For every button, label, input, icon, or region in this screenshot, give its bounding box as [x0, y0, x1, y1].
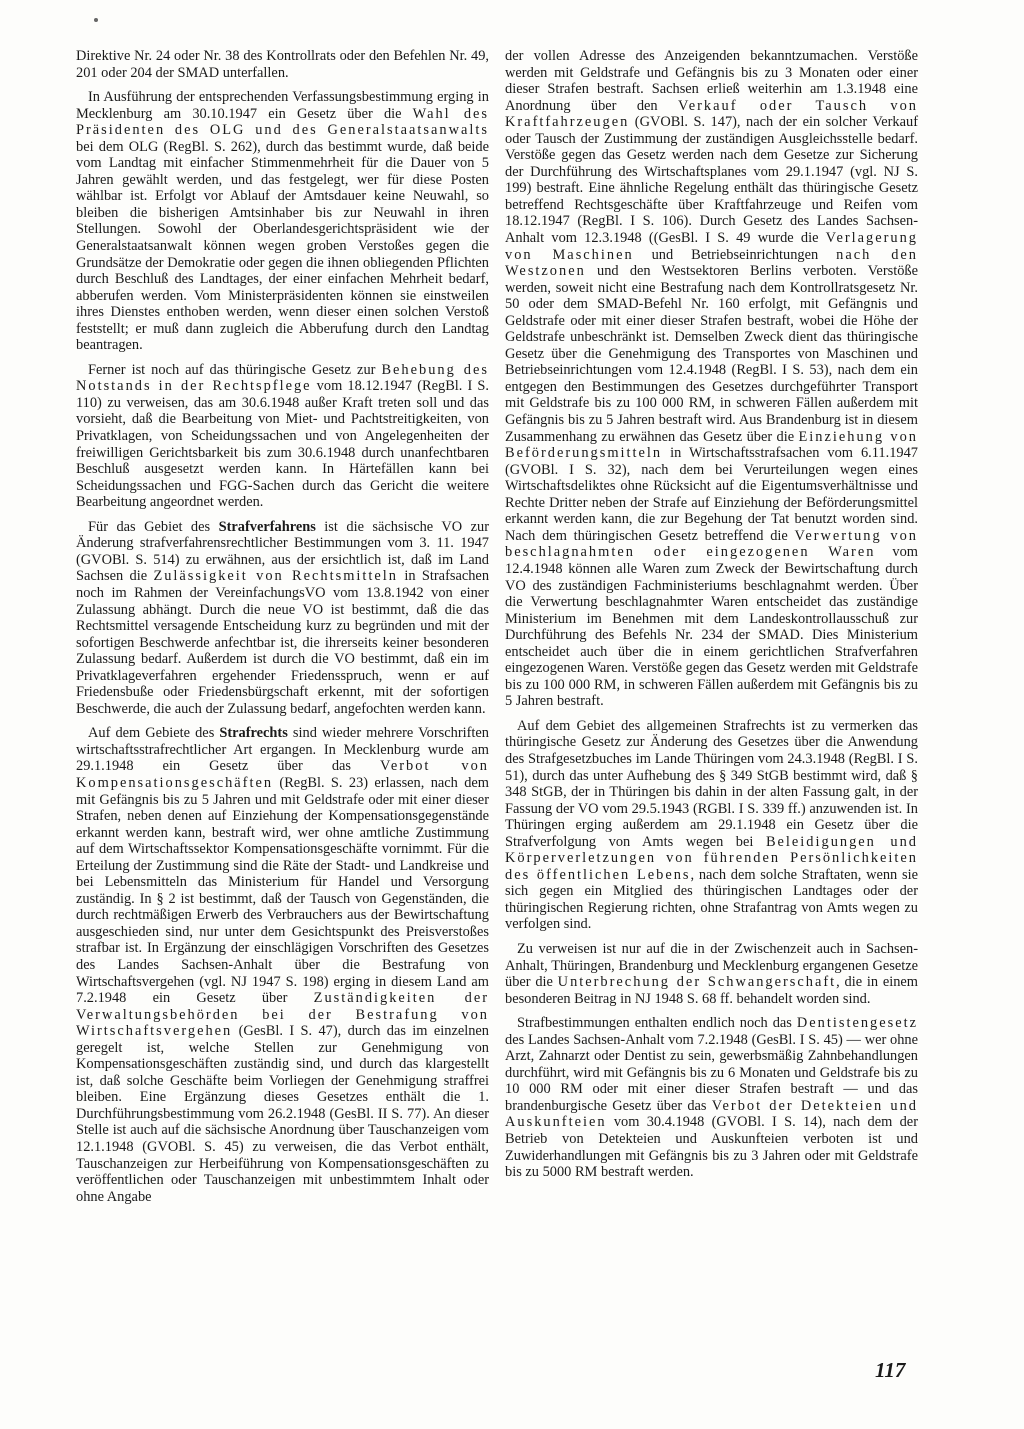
paragraph: Zu verweisen ist nur auf die in der Zwischenzeit auch in Sachsen-Anhalt, Thüringen, Brandenburg und Mecklenburg ergangenen Gesetze über die Unterbrechung der Schwangerschaft, die in einem besonderen Beitrag in NJ 1948 S. 68 ff. behandelt worden sind.: [505, 940, 918, 1007]
right-column: [505, 48, 918, 1189]
paragraph: Auf dem Gebiet des allgemeinen Strafrechts ist zu vermerken das thüringische Gesetz zur Änderung des Gesetzes über die Anwendung des Strafgesetzbuches im Lande Thüringen vom 24.3.1948 (RegBl. I S. 51), durch das unter Aufhebung des § 349 StGB bestimmt wird, daß § 348 StGB, der in Thüringen bis dahin in der alten Fassung galt, in der Fassung der VO vom 29.5.1943 (RGBl. I S. 339 ff.) anzuwenden ist. In Thüringen erging außerdem am 29.1.1948 ein Gesetz über die Strafverfolgung von Amts wegen bei Beleidigungen und Körperverletzungen von führenden Persönlichkeiten des öffentlichen Lebens, nach dem solche Straftaten, wenn sie sich gegen ein Mitglied des thüringischen Landtages oder der thüringischen Regierung richten, ohne Strafantrag von Amts wegen zu verfolgen sind.: [505, 717, 918, 933]
bold-heading-term: Strafrechts: [219, 725, 288, 742]
spaced-emphasis: Verkauf oder Tausch von Kraftfahrzeugen: [505, 97, 918, 131]
paragraph: Strafbestimmungen enthalten endlich noch das Dentistengesetz des Landes Sachsen-Anhalt vom 7.2.1948 (GesBl. I S. 45) — wer ohne Arzt, Zahnarzt oder Dentist zu sein, gewerbsmäßig Zahnbehandlungen durchführt, wird mit Gefängnis bis zu 6 Monaten und Geldstrafe bis zu 10 000 RM oder mit einer dieser Strafen bestraft — und das brandenburgische Gesetz über das Verbot der Detekteien und Auskunfteien vom 30.4.1948 (GVOBl. I S. 14), nach dem der Betrieb von Detekteien und Auskunfteien verboten ist und Zuwiderhandlungen mit Gefängnis bis zu 3 Jahren oder mit Geldstrafe bis zu 5000 RM bestraft werden.: [505, 1015, 918, 1181]
spaced-emphasis: Behebung des Notstands in der Rechtspflege: [76, 361, 489, 395]
spaced-emphasis: Wahl des Präsidenten des OLG und des Generalstaatsanwalts: [76, 105, 490, 139]
spaced-emphasis: Dentistengesetz: [796, 1015, 918, 1032]
spaced-emphasis: nach den Westzonen: [505, 246, 918, 280]
bold-heading-term: Strafverfahrens: [218, 518, 316, 535]
scan-dot-mark: [94, 18, 98, 22]
spaced-emphasis: Beleidigungen und Körperverletzungen von führenden Persönlichkeiten des öffentlichen Lebens: [505, 833, 918, 883]
spaced-emphasis: Zulässigkeit von Rechtsmitteln: [153, 568, 398, 585]
paragraph: der vollen Adresse des Anzeigenden bekanntzumachen. Verstöße werden mit Geldstrafe und Gefängnis bis zu 3 Monaten oder einer dieser Strafen bestraft. Sachsen erließ weiterhin am 1.3.1948 eine Anordnung über den Verkauf oder Tausch von Kraftfahrzeugen (GVOBl. S. 147), nach der ein solcher Verkauf oder Tausch der Zustimmung der zuständigen Ausgleichsstelle bedarf. Verstöße gegen das Gesetz werden nach dem Gesetze zur Sicherung der Durchführung des Wirtschaftsplanes vom 29.1.1947 (vgl. NJ S. 199) bestraft. Eine ähnliche Regelung enthält das thüringische Gesetz betreffend Rechtsgeschäfte über Kraftfahrzeuge und Reifen vom 18.12.1947 (RegBl. I S. 106). Durch Gesetz des Landes Sachsen-Anhalt vom 12.3.1948 ((GesBl. I S. 49 wurde die Verlagerung von Maschinen und Betriebseinrichtungen nach den Westzonen und den Westsektoren Berlins verboten. Verstöße werden, soweit nicht eine Bestrafung nach dem Kontrollratsgesetz Nr. 50 oder dem SMAD-Befehl Nr. 160 erfolgt, mit Gefängnis und Geldstrafe oder mit einer dieser Strafen bestraft, wobei die Höhe der Geldstrafe unbeschränkt ist. Demselben Zweck dient das thüringische Gesetz über die Genehmigung des Transportes von Maschinen und Betriebseinrichtungen vom 12.4.1948 (RegBl. I S. 53), nach dem ein entgegen den Bestimmungen des Gesetzes durchgeführter Transport mit Geldstrafe bis zu 100 000 RM, in schweren Fällen außerdem mit Gefängnis bis zu 5 Jahren bestraft wird. Aus Brandenburg ist in diesem Zusammenhang zu erwähnen das Gesetz über die Einziehung von Beförderungsmitteln in Wirtschaftsstrafsachen vom 6.11.1947 (GVOBl. I S. 32), nach dem bei Verurteilungen wegen eines Wirtschaftsdeliktes ohne Rücksicht auf die Eigentumsverhältnisse und Rechte Dritter neben der Strafe auf Einziehung der Beförderungsmittel erkannt werden kann, die zur Begehung der Tat benutzt worden sind. Nach dem thüringischen Gesetz betreffend die Verwertung von beschlagnahmten oder eingezogenen Waren vom 12.4.1948 können alle Waren zum Zweck der Bewirtschaftung durch VO des zuständigen Fachministeriums beschlagnahmt werden. Über die Verwertung beschlagnahmter Waren entscheidet das zuständige Ministerium im Benehmen mit dem Landeskontrollausschuß zur Durchführung des Befehls Nr. 234 der SMAD. Dies Ministerium entscheidet auch über die in einem gerichtlichen Strafverfahren eingezogenen Waren. Verstöße gegen das Gesetz werden mit Geldstrafe bis zu 100 000 RM, in schweren Fällen außerdem mit Gefängnis bis zu 5 Jahren bestraft.: [505, 48, 918, 710]
spaced-emphasis: Unterbrechung der Schwangerschaft: [557, 974, 837, 991]
left-column: [76, 48, 489, 1213]
paragraph: Für das Gebiet des Strafverfahrens ist die sächsische VO zur Änderung strafverfahrensrechtlicher Bestimmungen vom 3. 11. 1947 (GVOBl. S. 514) zu erwähnen, aus der ersichtlich ist, daß im Land Sachsen die Zulässigkeit von Rechtsmitteln in Strafsachen noch im Rahmen der VereinfachungsVO vom 13.8.1942 von einer Zulassung abhängt. Durch die neue VO ist bestimmt, daß die das Rechtsmittel versagende Entscheidung kurz zu begründen und mit der sofortigen Beschwerde anfechtbar ist, die ihrerseits keiner besonderen Zulassung bedarf. Außerdem ist durch die VO bestimmt, daß ein im Privatklageverfahren ergehender Friedensspruch, wenn er auf Friedensbuße oder Friedensbürgschaft erkennt, mit der sofortigen Beschwerde, die auch der Zulassung bedarf, angefochten werden kann.: [76, 518, 490, 717]
spaced-emphasis: Zuständigkeiten der Verwaltungsbehörden bei der Bestrafung von Wirtschaftsvergehen: [76, 990, 489, 1040]
spaced-emphasis: Verbot der Detekteien und Auskunfteien: [505, 1097, 918, 1131]
paragraph: Auf dem Gebiete des Strafrechts sind wieder mehrere Vorschriften wirtschaftsstrafrechtlicher Art ergangen. In Mecklenburg wurde am 29.1.1948 ein Gesetz über das Verbot von Kompensationsgeschäften (RegBl. S. 23) erlassen, nach dem mit Gefängnis bis zu 5 Jahren und mit Geldstrafe oder mit einer dieser Strafen, neben denen auf Einziehung der Kompensationsgegenstände erkannt werden kann, bestraft wird, wer ohne amtliche Zustimmung auf dem Wirtschaftssektor Kompensationsgeschäfte vornimmt. Für die Erteilung der Zustimmung sind die Räte der Stadt- und Landkreise und bei Lebensmitteln das Ministerium für Handel und Versorgung zuständig. In § 2 ist bestimmt, daß der Tausch von Gegenständen, die durch rechtmäßigen Erwerb des Verbrauchers aus der Bewirtschaftung ausgeschieden sind, nur unter dem Gesichtspunkt des Preisverstoßes strafbar ist. In Ergänzung der einschlägigen Vorschriften des Gesetzes des Landes Sachsen-Anhalt über die Bestrafung von Wirtschaftsvergehen (vgl. NJ 1947 S. 198) erging in diesem Land am 7.2.1948 ein Gesetz über Zuständigkeiten der Verwaltungsbehörden bei der Bestrafung von Wirtschaftsvergehen (GesBl. I S. 47), durch das im einzelnen geregelt ist, welche Stellen zur Genehmigung von Kompensationsgeschäften zuständig sind, und durch das klargestellt ist, daß solche Geschäfte beim Vorliegen der Genehmigung straffrei bleiben. Eine Ergänzung dieses Gesetzes enthält die 1. Durchführungsbestimmung vom 26.2.1948 (GesBl. II S. 77). An dieser Stelle ist auch auf die sächsische Anordnung über Tauschanzeigen vom 12.1.1948 (GVOBl. S. 45) zu verweisen, die das Verbot enthält, Tauschanzeigen zur Herbeiführung von Kompensationsgeschäften zu veröffentlichen oder Tauschanzeigen mit unbestimmtem Inhalt oder ohne Angabe: [76, 725, 489, 1205]
spaced-emphasis: Verwertung von beschlagnahmten oder eingezogenen Waren: [505, 527, 918, 561]
paragraph: Direktive Nr. 24 oder Nr. 38 des Kontrollrats oder den Befehlen Nr. 49, 201 oder 204 der SMAD unterfallen.: [76, 48, 489, 81]
paragraph: Ferner ist noch auf das thüringische Gesetz zur Behebung des Notstands in der Rechtspflege vom 18.12.1947 (RegBl. I S. 110) zu verweisen, das am 30.6.1948 außer Kraft treten soll und das vorsieht, daß die Bearbeitung von Miet- und Pachtstreitigkeiten, von Privatklagen, von Scheidungssachen und von Angelegenheiten der freiwilligen Gerichtsbarkeit bis zum 30.6.1948 durch unanfechtbaren Beschluß ausgesetzt werden kann. In Härtefällen kann bei Scheidungssachen und FGG-Sachen durch das Gericht die weitere Bearbeitung angeordnet werden.: [76, 361, 489, 511]
spaced-emphasis: Verbot von Kompensationsgeschäften: [76, 758, 489, 791]
spaced-emphasis: Verlagerung von Maschinen: [505, 230, 918, 263]
spaced-emphasis: Einziehung von Beförderungsmitteln: [505, 428, 918, 462]
paragraph: In Ausführung der entsprechenden Verfassungsbestimmung erging in Mecklenburg am 30.10.1947 ein Gesetz über die Wahl des Präsidenten des OLG und des Generalstaatsanwalts bei dem OLG (RegBl. S. 262), durch das bestimmt wurde, daß beide vom Landtag mit einfacher Stimmenmehrheit für die Dauer von 5 Jahren gewählt werden, und das festgelegt, wer für diese Posten wählbar ist. Erfolgt vor Ablauf der Amtsdauer keine Neuwahl, so bleiben die bisherigen Amtsinhaber bis zur Neuwahl in ihren Stellungen. Sowohl der Oberlandesgerichtspräsident wie der Generalstaatsanwalt können wegen groben Verstoßes gegen die Grundsätze der Demokratie oder gegen die ihnen obliegenden Pflichten durch Beschluß des Landtages, der einer einfachen Mehrheit bedarf, abberufen werden. Vom Ministerpräsidenten können sie einstweilen ihres Dienstes enthoben werden, wenn dieser einen solchen Verstoß feststellt; er muß dann zugleich die Abberufung durch den Landtag beantragen.: [76, 89, 490, 354]
page-number: 117: [875, 1358, 906, 1382]
